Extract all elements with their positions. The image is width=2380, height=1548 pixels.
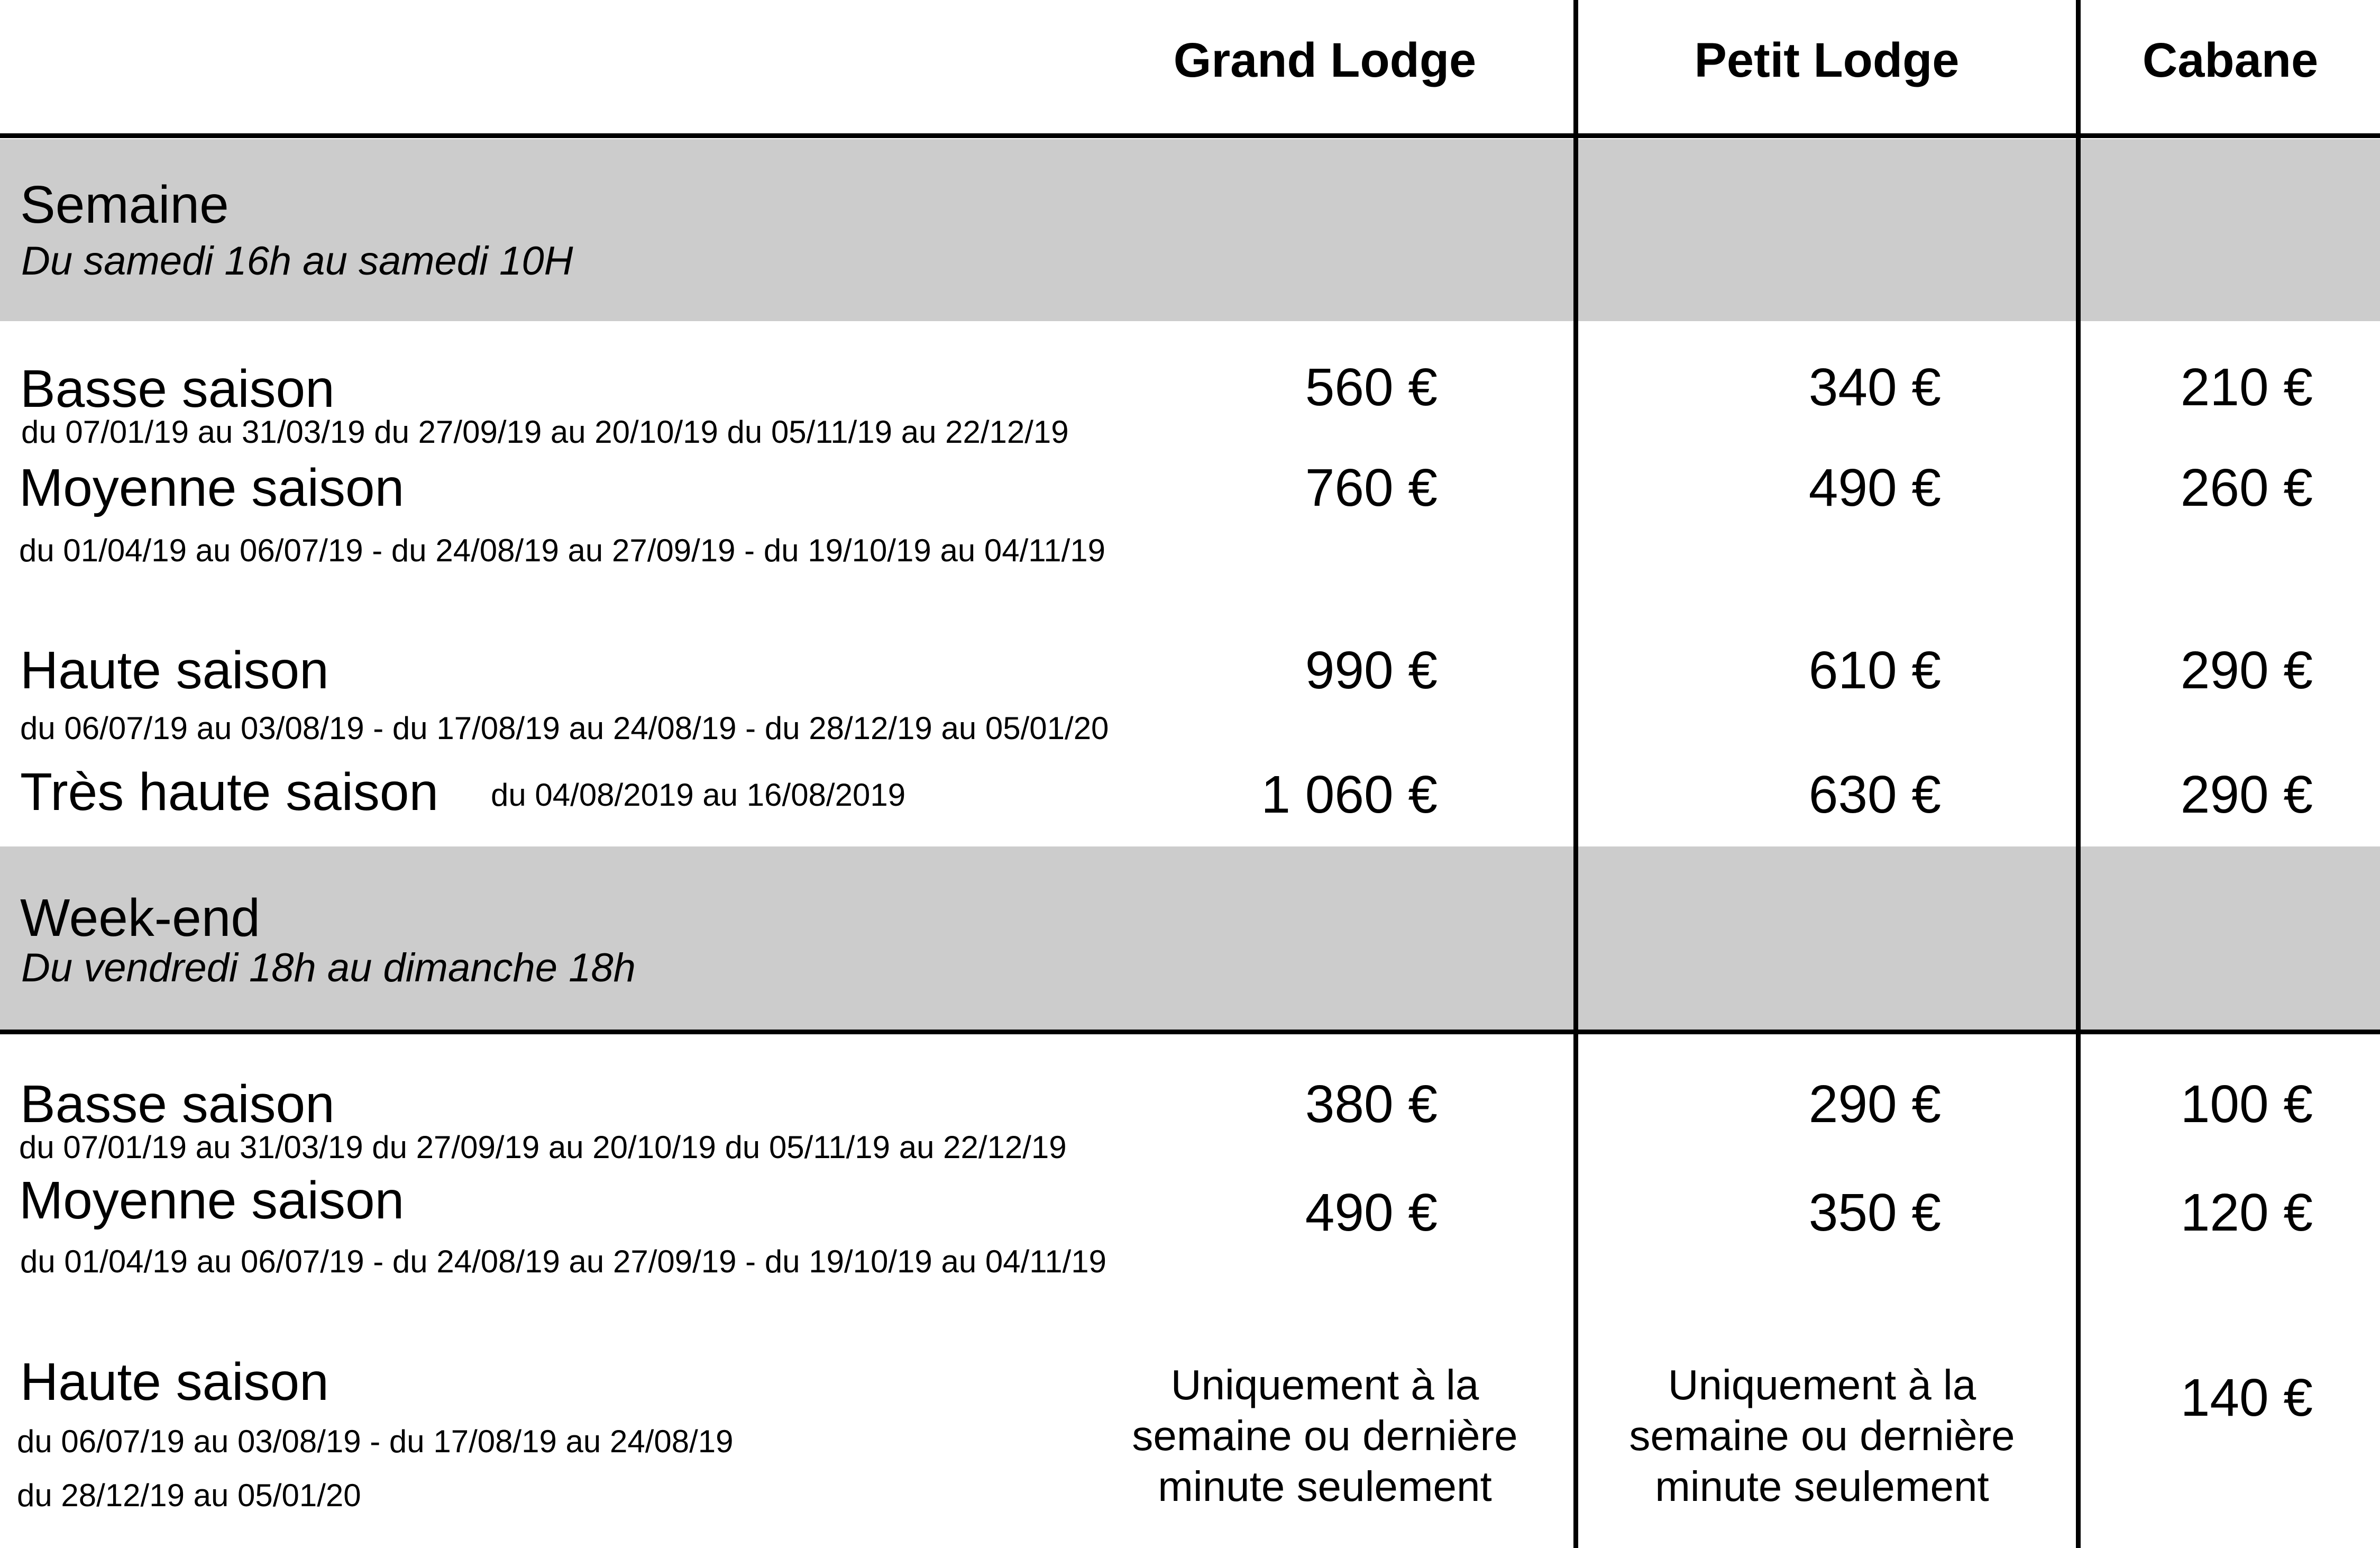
- semaine-basse-grand: 560 €: [1305, 358, 1438, 417]
- semaine-band: [0, 139, 2380, 321]
- weekend-haute-dates-2: du 28/12/19 au 05/01/20: [17, 1478, 361, 1513]
- semaine-basse-petit: 340 €: [1808, 358, 1941, 417]
- weekend-haute-petit-note: Uniquement à la semaine ou dernière minute seulement: [1629, 1361, 2015, 1510]
- semaine-haute-petit: 610 €: [1808, 641, 1941, 700]
- semaine-subtitle: Du samedi 16h au samedi 10H: [21, 239, 573, 284]
- header-rule: [0, 133, 2380, 138]
- header-grand-lodge: Grand Lodge: [1173, 33, 1477, 87]
- weekend-basse-label: Basse saison: [20, 1075, 335, 1134]
- weekend-band: [0, 846, 2380, 1031]
- semaine-haute-label: Haute saison: [20, 641, 329, 700]
- weekend-moyenne-cabane: 120 €: [2180, 1183, 2313, 1242]
- header-cabane: Cabane: [2142, 33, 2319, 87]
- weekend-basse-dates: du 07/01/19 au 31/03/19 du 27/09/19 au 20/10/19 du 05/11/19 au 22/12/19: [19, 1130, 1067, 1165]
- weekend-moyenne-label: Moyenne saison: [19, 1171, 405, 1230]
- semaine-moyenne-cabane: 260 €: [2180, 458, 2313, 517]
- weekend-moyenne-grand: 490 €: [1305, 1183, 1438, 1242]
- weekend-moyenne-dates: du 01/04/19 au 06/07/19 - du 24/08/19 au 27/09/19 - du 19/10/19 au 04/11/19: [20, 1244, 1106, 1279]
- weekend-haute-dates: du 06/07/19 au 03/08/19 - du 17/08/19 au 24/08/19: [17, 1424, 734, 1459]
- header-petit-lodge: Petit Lodge: [1694, 33, 1960, 87]
- semaine-tres-haute-grand: 1 060 €: [1261, 765, 1438, 824]
- weekend-haute-label: Haute saison: [20, 1352, 329, 1412]
- semaine-title: Semaine: [20, 175, 229, 234]
- semaine-tres-haute-label: Très haute saison: [20, 762, 439, 822]
- semaine-tres-haute-petit: 630 €: [1808, 765, 1941, 824]
- weekend-basse-cabane: 100 €: [2180, 1075, 2313, 1134]
- weekend-title: Week-end: [20, 888, 260, 948]
- weekend-moyenne-petit: 350 €: [1808, 1183, 1941, 1242]
- semaine-tres-haute-cabane: 290 €: [2180, 765, 2313, 824]
- semaine-basse-label: Basse saison: [20, 359, 335, 418]
- weekend-rule: [0, 1030, 2380, 1034]
- semaine-tres-haute-dates: du 04/08/2019 au 16/08/2019: [491, 777, 906, 813]
- semaine-moyenne-dates: du 01/04/19 au 06/07/19 - du 24/08/19 au 27/09/19 - du 19/10/19 au 04/11/19: [19, 533, 1105, 568]
- column-divider-1: [1573, 0, 1578, 1548]
- semaine-haute-dates: du 06/07/19 au 03/08/19 - du 17/08/19 au 24/08/19 - du 28/12/19 au 05/01/20: [20, 711, 1109, 746]
- semaine-moyenne-label: Moyenne saison: [19, 458, 405, 517]
- weekend-haute-cabane: 140 €: [2180, 1368, 2313, 1427]
- semaine-basse-dates: du 07/01/19 au 31/03/19 du 27/09/19 au 20/10/19 du 05/11/19 au 22/12/19: [21, 414, 1069, 450]
- semaine-basse-cabane: 210 €: [2180, 358, 2313, 417]
- weekend-basse-grand: 380 €: [1305, 1075, 1438, 1134]
- semaine-moyenne-grand: 760 €: [1305, 458, 1438, 517]
- semaine-moyenne-petit: 490 €: [1808, 458, 1941, 517]
- weekend-subtitle: Du vendredi 18h au dimanche 18h: [21, 945, 636, 990]
- weekend-basse-petit: 290 €: [1808, 1075, 1941, 1134]
- semaine-haute-cabane: 290 €: [2180, 641, 2313, 700]
- semaine-haute-grand: 990 €: [1305, 641, 1438, 700]
- weekend-haute-grand-note: Uniquement à la semaine ou dernière minute seulement: [1132, 1361, 1518, 1510]
